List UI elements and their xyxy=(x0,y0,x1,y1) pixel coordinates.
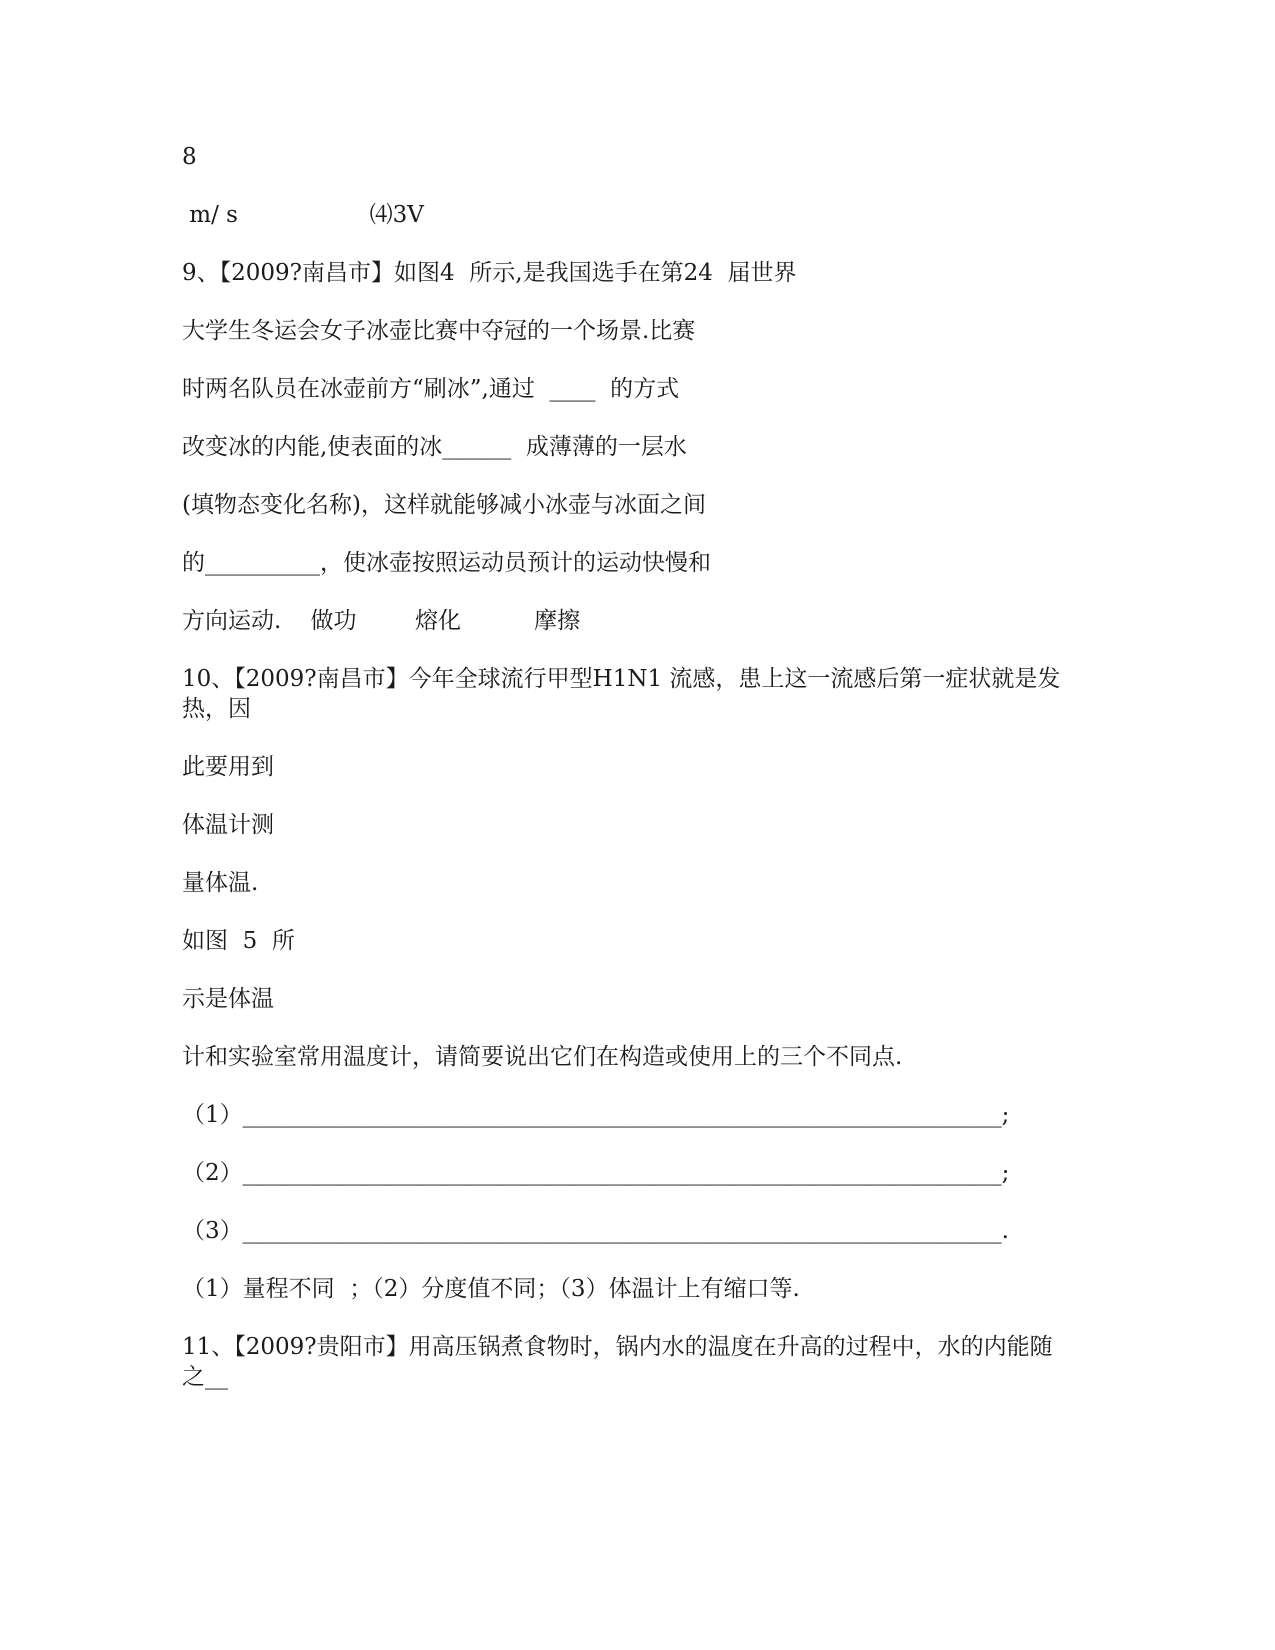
question-10-line-7: 计和实验室常用温度计，请简要说出它们在构造或使用上的三个不同点. xyxy=(182,1044,903,1070)
question-11-line-1: 11、【2009?贵阳市】用高压锅煮食物时，锅内水的温度在升高的过程中，水的内能随之__ xyxy=(182,1334,1053,1390)
question-9-line-5: (填物态变化名称)，这样就能够减小冰壶与冰面之间 xyxy=(182,492,706,518)
blank-line-1: （1）__________________________________________________________________; xyxy=(182,1102,1010,1128)
question-9-line-2: 大学生冬运会女子冰壶比赛中夺冠的一个场景.比赛 xyxy=(182,318,696,344)
question-9-answer: 方向运动. 做功 熔化 摩擦 xyxy=(182,608,581,634)
question-10-line-1: 10、【2009?南昌市】今年全球流行甲型H1N1 流感，患上这一流感后第一症状就是发热，因 xyxy=(182,666,1061,722)
question-10-line-2: 此要用到 xyxy=(182,754,274,780)
question-10-line-3: 体温计测 xyxy=(182,812,274,838)
question-10-line-4: 量体温. xyxy=(182,870,259,896)
question-9-line-1: 9、【2009?南昌市】如图4 所示,是我国选手在第24 届世界 xyxy=(182,260,797,286)
blank-line-2: （2）__________________________________________________________________; xyxy=(182,1160,1010,1186)
question-10-line-5: 如图 5 所 xyxy=(182,928,295,954)
question-10-answer: （1）量程不同 ；（2）分度值不同；（3）体温计上有缩口等. xyxy=(182,1276,800,1302)
question-9-line-3: 时两名队员在冰壶前方“刷冰”,通过 ____ 的方式 xyxy=(182,376,680,402)
answer-line-units: m/ s ⑷3V xyxy=(182,202,424,228)
answer-line-8: 8 xyxy=(182,144,197,170)
question-9-line-4: 改变冰的内能,使表面的冰______ 成薄薄的一层水 xyxy=(182,434,687,460)
blank-line-3: （3）__________________________________________________________________. xyxy=(182,1218,1009,1244)
question-10-line-6: 示是体温 xyxy=(182,986,274,1012)
question-9-line-6: 的__________，使冰壶按照运动员预计的运动快慢和 xyxy=(182,550,711,576)
